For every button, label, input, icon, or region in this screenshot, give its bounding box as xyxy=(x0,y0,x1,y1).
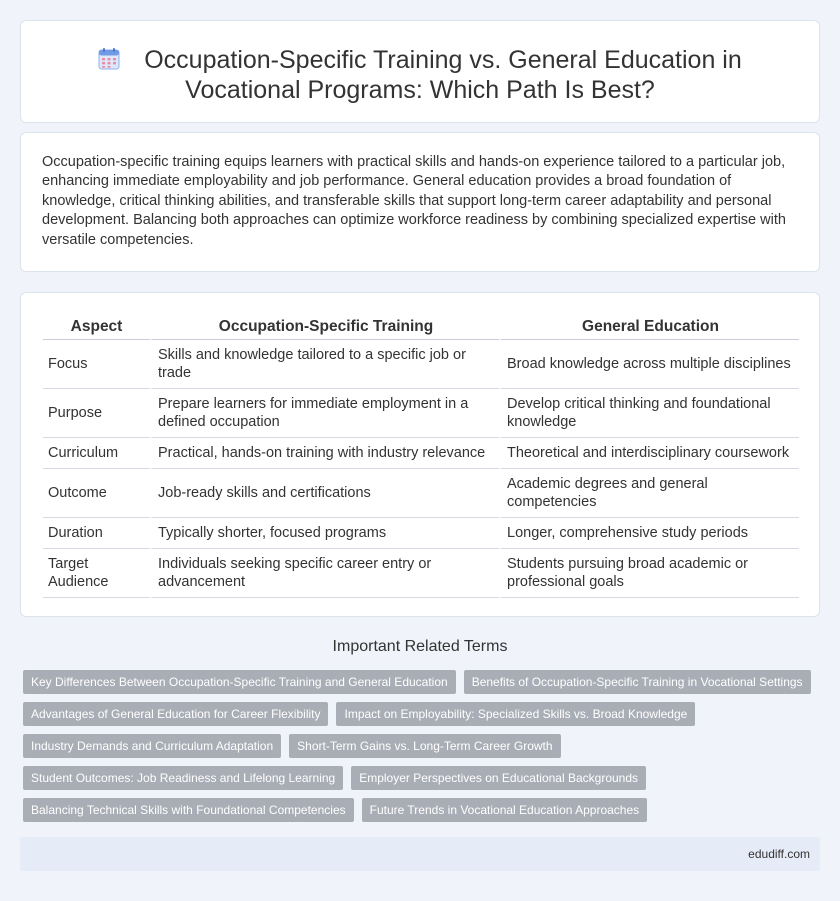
table-row xyxy=(43,389,799,438)
table-row xyxy=(43,340,799,389)
table-cell: Practical, hands-on training with industry relevance xyxy=(150,438,499,469)
table-cell: Broad knowledge across multiple disciplines xyxy=(499,340,799,389)
related-term-tag[interactable]: Student Outcomes: Job Readiness and Lifelong Learning xyxy=(23,766,343,790)
related-term-tag[interactable]: Balancing Technical Skills with Foundational Competencies xyxy=(23,798,354,822)
related-terms-list xyxy=(23,670,823,830)
related-term-tag[interactable]: Future Trends in Vocational Education Approaches xyxy=(362,798,648,822)
table-cell: Target Audience xyxy=(43,549,150,598)
table-cell: Focus xyxy=(43,340,150,389)
tag-row xyxy=(23,766,823,790)
related-terms-title: Important Related Terms xyxy=(332,638,508,655)
table-cell: Purpose xyxy=(43,389,150,438)
column-header-general-education: General Education xyxy=(499,312,799,340)
table-cell: Theoretical and interdisciplinary coursework xyxy=(499,438,799,469)
table-cell: Typically shorter, focused programs xyxy=(150,518,499,549)
table-row xyxy=(43,469,799,518)
table-cell: Longer, comprehensive study periods xyxy=(499,518,799,549)
table-cell: Job-ready skills and certifications xyxy=(150,469,499,518)
footer-site-link[interactable]: edudiff.com xyxy=(748,847,810,861)
comparison-table xyxy=(43,312,799,598)
footer xyxy=(20,837,820,871)
table-cell: Prepare learners for immediate employment in a defined occupation xyxy=(150,389,499,438)
tag-row xyxy=(23,798,823,822)
column-header-aspect: Aspect xyxy=(43,312,150,340)
table-cell: Students pursuing broad academic or professional goals xyxy=(499,549,799,598)
related-term-tag[interactable]: Industry Demands and Curriculum Adaptation xyxy=(23,734,281,758)
table-row xyxy=(43,549,799,598)
related-term-tag[interactable]: Short-Term Gains vs. Long-Term Career Growth xyxy=(289,734,560,758)
comparison-table-card xyxy=(20,292,820,617)
table-header-row xyxy=(43,312,799,340)
related-term-tag[interactable]: Benefits of Occupation-Specific Training in Vocational Settings xyxy=(464,670,811,694)
table-row xyxy=(43,438,799,469)
intro-card xyxy=(20,132,820,272)
table-cell: Curriculum xyxy=(43,438,150,469)
table-cell: Academic degrees and general competencies xyxy=(499,469,799,518)
intro-paragraph: Occupation-specific training equips learners with practical skills and hands-on experience tailored to a particular job, enhancing immediate employability and job performance. General education provides a broad foundation of knowledge, critical thinking abilities, and transferable skills that support long-term career adaptability and personal development. Balancing both approaches can optimize workforce readiness by combining specialized expertise with versatile competencies. xyxy=(42,154,786,248)
page-title-wrap xyxy=(51,45,789,105)
header-card xyxy=(20,20,820,123)
related-term-tag[interactable]: Impact on Employability: Specialized Skills vs. Broad Knowledge xyxy=(336,702,695,726)
tag-row xyxy=(23,702,823,726)
table-cell: Skills and knowledge tailored to a specific job or trade xyxy=(150,340,499,389)
calendar-icon xyxy=(98,48,120,70)
related-term-tag[interactable]: Employer Perspectives on Educational Backgrounds xyxy=(351,766,646,790)
page-title: Occupation-Specific Training vs. General Education in Vocational Programs: Which Path Is Best? xyxy=(144,46,742,104)
column-header-occupation-specific: Occupation-Specific Training xyxy=(150,312,499,340)
table-cell: Develop critical thinking and foundational knowledge xyxy=(499,389,799,438)
tag-row xyxy=(23,734,823,758)
table-cell: Duration xyxy=(43,518,150,549)
related-term-tag[interactable]: Advantages of General Education for Career Flexibility xyxy=(23,702,328,726)
table-cell: Individuals seeking specific career entry or advancement xyxy=(150,549,499,598)
table-row xyxy=(43,518,799,549)
table-cell: Outcome xyxy=(43,469,150,518)
tag-row xyxy=(23,670,823,694)
related-term-tag[interactable]: Key Differences Between Occupation-Specific Training and General Education xyxy=(23,670,456,694)
